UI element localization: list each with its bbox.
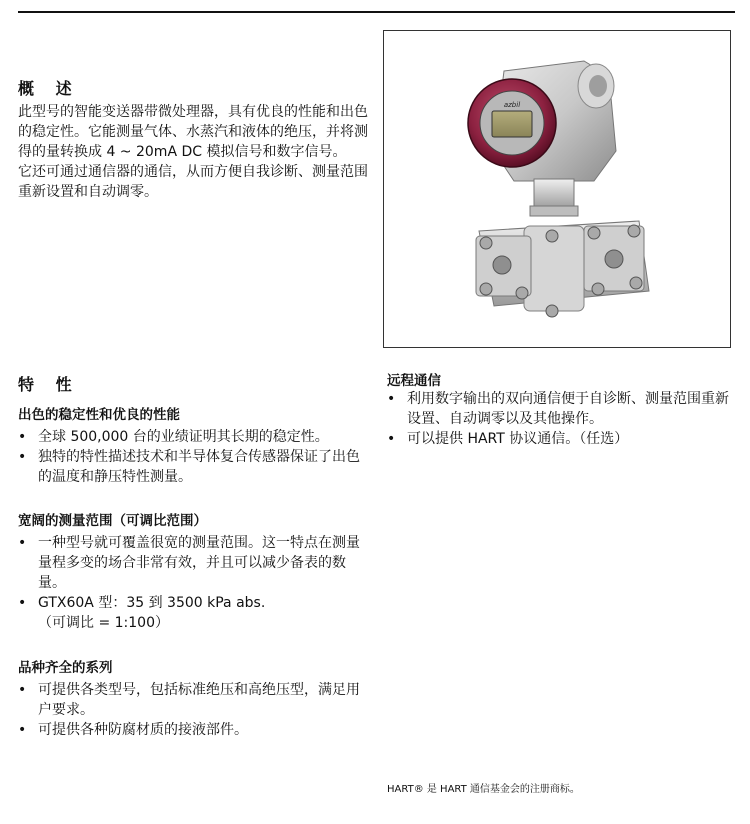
- list-item: • 可提供各种防腐材质的接液部件。: [18, 722, 248, 738]
- bullet: •: [387, 391, 396, 407]
- list-item: • 利用数字输出的双向通信便于自诊断、测量范围重新设置、自动调零以及其他操作。: [387, 391, 729, 427]
- brand-label: azbil: [503, 101, 521, 109]
- bullet: •: [18, 429, 27, 445]
- list-item: • 可以提供 HART 协议通信。（任选）: [387, 431, 629, 447]
- overview-paragraph-1: 此型号的智能变送器带微处理器，具有优良的性能和出色的稳定性。它能测量气体、水蒸汽和液体的绝压，并将测得的量转换成 4 ~ 20mA DC 模拟信号和数字信号。: [18, 104, 368, 160]
- product-photo: [383, 30, 731, 348]
- list-item: • 全球 500,000 台的业绩证明其长期的稳定性。: [18, 429, 329, 445]
- section-title-series: 品种齐全的系列: [18, 660, 113, 676]
- features-heading: 特 性: [18, 375, 72, 394]
- stability-list: [18, 427, 368, 487]
- list-item: • GTX60A 型：35 到 3500 kPa abs. （可调比 = 1:100）: [18, 595, 266, 631]
- bullet: •: [387, 431, 396, 447]
- bullet: •: [18, 449, 27, 465]
- overview-paragraph-2: 它还可通过通信器的通信，从而方便自我诊断、测量范围重新设置和自动调零。: [18, 164, 368, 200]
- bullet: •: [18, 682, 27, 698]
- overview-text: [18, 102, 368, 202]
- bullet: •: [18, 595, 27, 611]
- range-list: [18, 533, 368, 633]
- list-item: • 可提供各类型号，包括标准绝压和高绝压型，满足用户要求。: [18, 682, 360, 718]
- remote-list: [387, 389, 732, 449]
- list-item: • 独特的特性描述技术和半导体复合传感器保证了出色的温度和静压特性测量。: [18, 449, 360, 485]
- list-item: • 一种型号就可覆盖很宽的测量范围。这一特点在测量量程多变的场合非常有效，并且可以减少备表的数量。: [18, 535, 360, 591]
- bullet: •: [18, 722, 27, 738]
- section-title-range: 宽阔的测量范围（可调比范围）: [18, 513, 207, 529]
- section-title-remote: 远程通信: [387, 373, 441, 389]
- footnote: HART® 是 HART 通信基金会的注册商标。: [387, 784, 580, 795]
- series-list: [18, 680, 368, 740]
- bullet: •: [18, 535, 27, 551]
- transmitter-illustration: [384, 31, 730, 347]
- top-rule: [18, 11, 735, 13]
- section-title-stability: 出色的稳定性和优良的性能: [18, 407, 180, 423]
- overview-heading: 概 述: [18, 79, 72, 98]
